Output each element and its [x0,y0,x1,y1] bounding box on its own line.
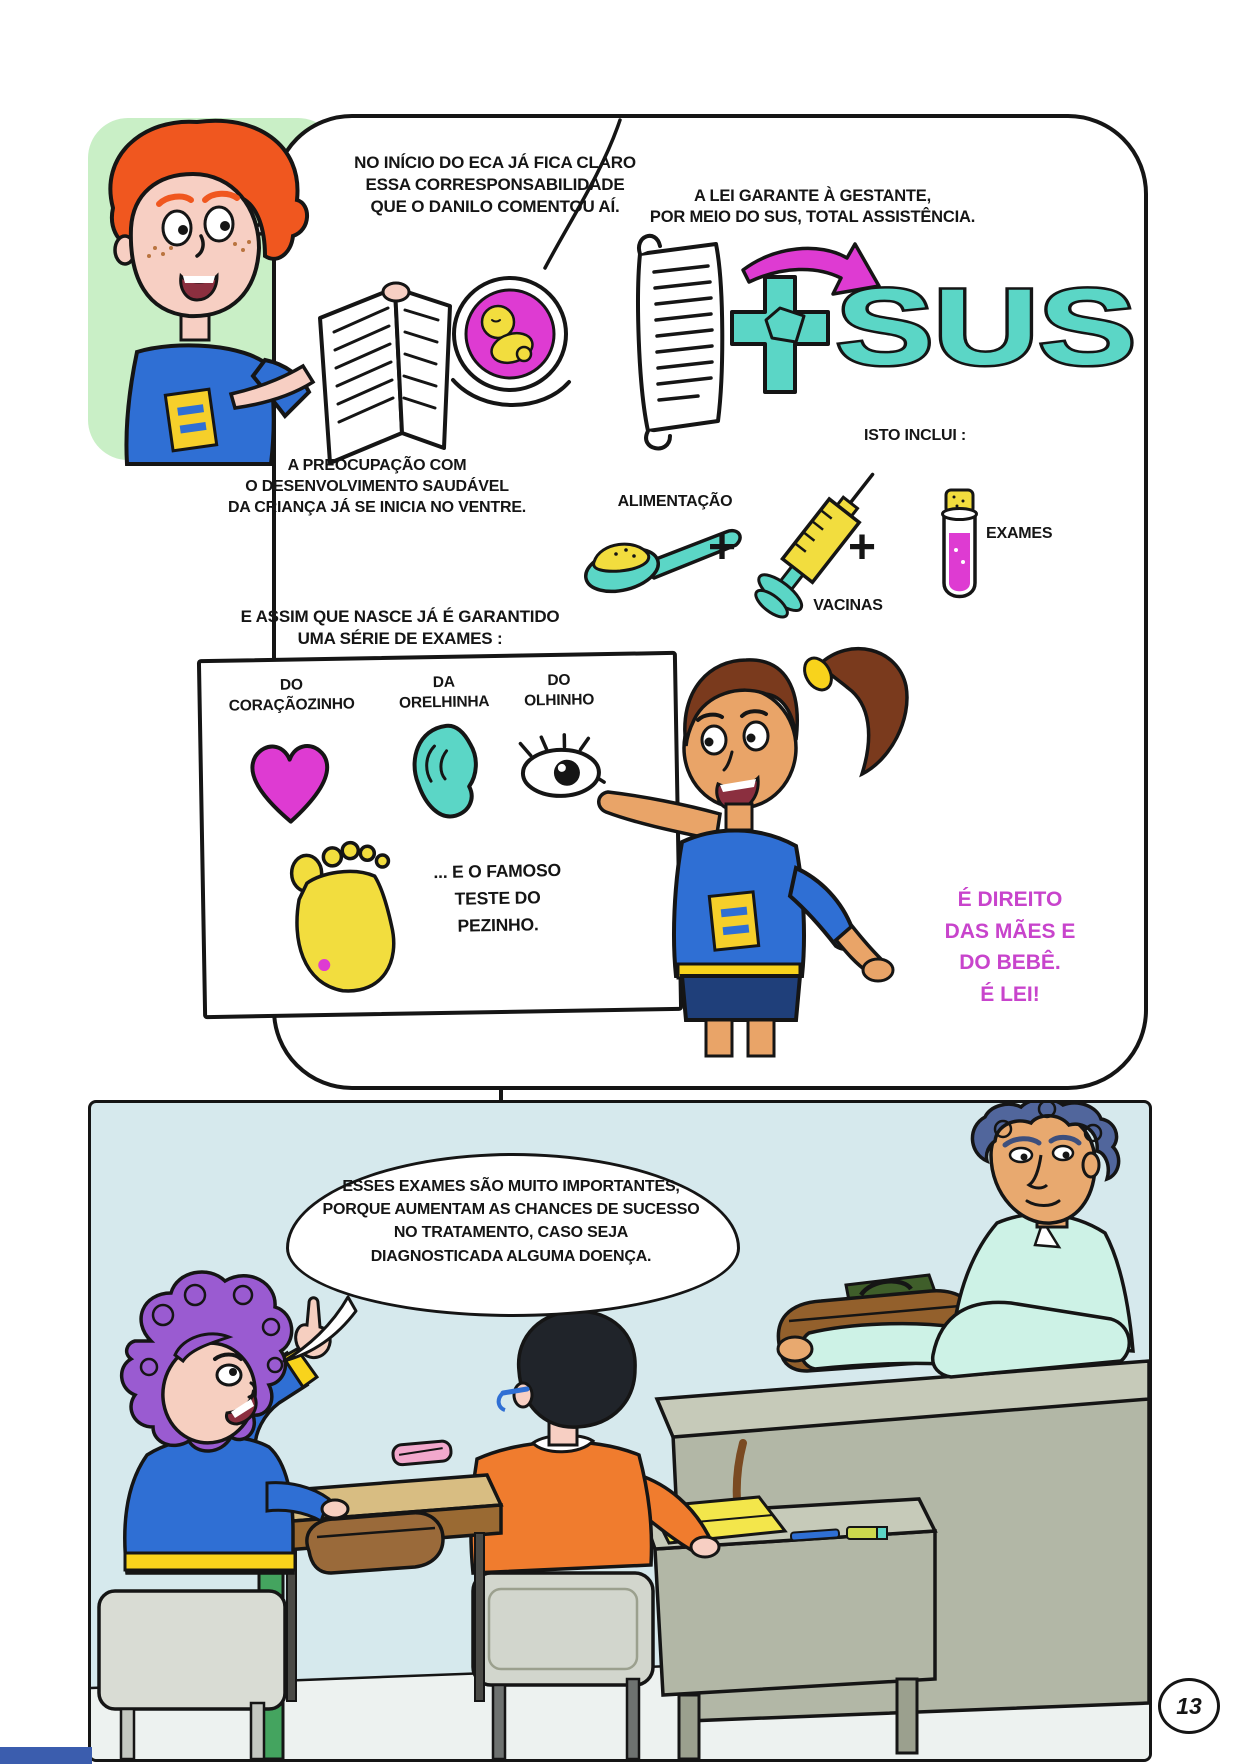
exames-label: EXAMES [986,525,1053,542]
test-tube-icon [932,488,987,613]
sus-cross-icon [730,272,830,397]
girl-ponytail [820,649,907,774]
isto-inclui-label: ISTO INCLUI : [864,427,966,444]
law-scroll-icon [618,224,743,454]
exames-bubble-tail [276,1295,361,1370]
test-orelhinha-label: DA ORELHINHA [398,673,490,712]
vacinas-label: VACINAS [813,597,883,614]
page-number: 13 [1158,1678,1220,1734]
plus-sign-1: + [708,521,737,574]
presenting-girl-illustration [590,628,920,1058]
fetus-in-womb-icon [448,262,573,417]
test-coracaozinho-label: DO CORAÇÃOZINHO [228,676,355,715]
hanging-satchel [307,1513,443,1573]
shirt-e-logo [165,389,216,451]
alimentacao-label: ALIMENTAÇÃO [617,493,733,510]
highlighter [847,1527,881,1539]
danilo-speech-text: NO INÍCIO DO ECA JÁ FICA CLARO ESSA CORRESPONSABILIDADE QUE O DANILO COMENTOU AÍ. [354,153,636,217]
teacher-illustration [778,1100,1133,1377]
ear-icon [404,720,486,823]
boy-hair [519,1311,635,1427]
exames-intro-caption: E ASSIM QUE NASCE JÁ É GARANTIDO UMA SÉRIE DE EXAMES : [240,607,560,649]
sus-logo-text [832,264,1152,387]
test-olhinho-label: DO OLHINHO [523,671,595,710]
shirt-e-logo [709,892,758,950]
svg-text:SUS: SUS [836,266,1136,387]
pezinho-note: ... E O FAMOSO TESTE DO PEZINHO. [433,859,562,936]
pink-pencil-case [392,1440,452,1465]
plus-sign-2: + [848,521,877,574]
gestante-caption: A LEI GARANTE À GESTANTE, POR MEIO DO SUS, TOTAL ASSISTÊNCIA. [649,187,976,227]
classroom-panel [88,1100,1152,1762]
heart-icon [237,733,344,830]
open-book-icon [320,283,450,463]
exames-speech-text: ESSES EXAMES SÃO MUITO IMPORTANTES, PORQUE AUMENTAM AS CHANCES DE SUCESSO NO TRATAMENTO, CASO SEJA DIAGNOSTICADA ALGUMA DOENÇA. [322,1178,700,1265]
rights-note: É DIREITO DAS MÃES E DO BEBÊ. É LEI! [944,888,1076,1006]
girl-chair-back [99,1591,285,1709]
baby-foot-icon [284,830,409,1000]
corner-blue-bar [0,1747,92,1764]
preocupacao-caption: A PREOCUPAÇÃO COM O DESENVOLVIMENTO SAUDÁVEL DA CRIANÇA JÁ SE INICIA NO VENTRE. [227,457,527,516]
